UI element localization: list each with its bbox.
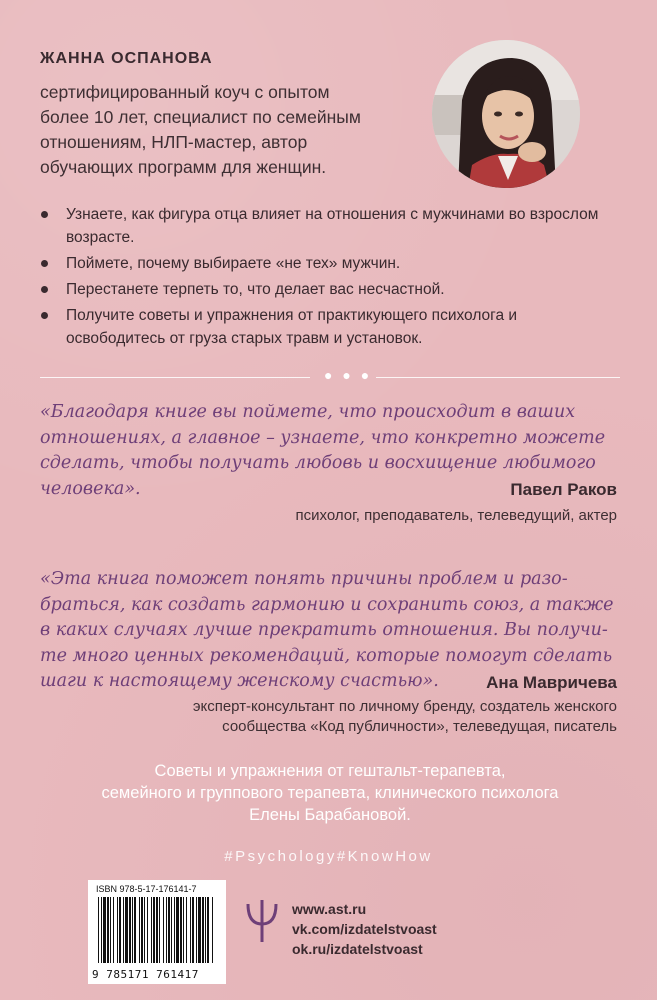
barcode-digits: 9 785171 761417: [92, 968, 199, 981]
divider-dots-icon: ● ● ●: [324, 367, 373, 383]
barcode-bar: [176, 897, 179, 963]
tagline-line: Советы и упражнения от гештальт-терапевта,: [154, 762, 506, 780]
quote-line: «Эта книга поможет понять причины проблем и разо-: [40, 569, 568, 589]
isbn-barcode: [88, 880, 226, 984]
barcode-bar: [198, 897, 201, 963]
barcode-bar: [144, 897, 145, 963]
barcode-bar: [205, 897, 206, 963]
barcode-bar: [196, 897, 197, 963]
barcode-bar: [117, 897, 118, 963]
bullet-icon: [41, 211, 48, 218]
author-portrait: [432, 40, 580, 188]
portrait-image: [432, 40, 580, 188]
isbn-label: ISBN 978-5-17-176141-7: [96, 884, 197, 894]
bio-line: обучающих программ для женщин.: [40, 157, 327, 177]
barcode-bars: [96, 897, 218, 965]
barcode-bar: [139, 897, 140, 963]
barcode-bar: [125, 897, 128, 963]
barcode-bar: [202, 897, 204, 963]
barcode-bar: [168, 897, 170, 963]
list-item-text: Поймете, почему выбираете «не тех» мужчин.: [66, 255, 401, 272]
bio-line: сертифицированный коуч с опытом: [40, 82, 330, 102]
quote-line: те много ценных рекомендаций, которые помогут сделать: [40, 645, 613, 666]
list-item-text: Узнаете, как фигура отца влияет на отношения с мужчинами во взрослом возрасте.: [66, 206, 599, 246]
barcode-bar: [107, 897, 109, 963]
barcode-bar: [153, 897, 155, 963]
barcode-bar: [207, 897, 209, 963]
quote-line: «Благодаря книге вы поймете, что происходит в ваших: [40, 402, 576, 422]
barcode-bar: [163, 897, 164, 963]
tagline-line: Елены Барабановой.: [249, 806, 411, 824]
list-item-text: Перестанете терпеть то, что делает вас несчастной.: [66, 281, 445, 298]
bullet-icon: [41, 312, 48, 319]
bio-line: более 10 лет, специалист по семейным: [40, 107, 361, 127]
barcode-bar: [141, 897, 143, 963]
divider-line: [40, 377, 310, 378]
barcode-bar: [166, 897, 167, 963]
barcode-bar: [103, 897, 106, 963]
psi-icon: [244, 898, 280, 944]
list-item: [38, 304, 618, 350]
barcode-bar: [101, 897, 102, 963]
quote-author-role: психолог, преподаватель, телеведущий, актер: [295, 507, 617, 524]
tagline: [40, 760, 620, 826]
barcode-bar: [110, 897, 111, 963]
barcode-bar: [123, 897, 124, 963]
quote-line: человека».: [40, 478, 141, 499]
bio-line: отношениям, НЛП-мастер, автор: [40, 132, 308, 152]
list-item: [38, 203, 618, 249]
barcode-bar: [171, 897, 172, 963]
barcode-bar: [119, 897, 121, 963]
barcode-bar: [151, 897, 152, 963]
hashtag: #Psychology#KnowHow: [224, 848, 433, 865]
author-bio: [40, 80, 410, 180]
quote-line: шаги к настоящему женскому счастью».: [40, 671, 439, 691]
quote-author: Павел Раков: [510, 480, 617, 499]
benefit-list: [38, 203, 618, 353]
barcode-bar: [212, 897, 213, 963]
bullet-icon: [41, 260, 48, 267]
website-link[interactable]: www.ast.ru: [292, 901, 367, 917]
barcode-bar: [174, 897, 175, 963]
tagline-line: семейного и группового терапевта, клинического психолога: [101, 784, 559, 802]
barcode-bar: [180, 897, 182, 963]
barcode-bar: [98, 897, 99, 963]
quote-line: отношениях, а главное – узнаете, что конкретно можете: [40, 427, 606, 448]
list-item-text: Получите советы и упражнения от практикующего психолога и освободитесь от груза старых травм и установок.: [66, 307, 518, 347]
barcode-bar: [192, 897, 194, 963]
divider-line: [376, 377, 620, 378]
vk-link[interactable]: vk.com/izdatelstvoast: [292, 921, 437, 937]
barcode-bar: [186, 897, 187, 963]
barcode-bar: [132, 897, 133, 963]
barcode-bar: [147, 897, 148, 963]
quote-line: в каких случаях лучше прекратить отношения. Вы получи-: [40, 620, 608, 640]
bullet-icon: [41, 286, 48, 293]
list-item: [38, 278, 618, 301]
quote-line: браться, как создать гармонию и сохранить союз, а также: [40, 594, 614, 615]
role-line: эксперт-консультант по личному бренду, создатель женского: [192, 698, 617, 715]
publisher-links: [292, 899, 437, 959]
barcode-bar: [156, 897, 158, 963]
author-name: ЖАННА ОСПАНОВА: [40, 50, 213, 67]
quote-author: Ана Мавричева: [486, 673, 617, 692]
barcode-bar: [129, 897, 131, 963]
barcode-bar: [134, 897, 136, 963]
barcode-bar: [159, 897, 160, 963]
section-divider: [40, 367, 620, 383]
quote-author-role: [137, 697, 617, 737]
quote-line: сделать, чтобы получать любовь и восхищение любимого: [40, 453, 596, 473]
barcode-bar: [190, 897, 191, 963]
ok-link[interactable]: ok.ru/izdatelstvoast: [292, 941, 423, 957]
barcode-bar: [183, 897, 184, 963]
role-line: сообщества «Код публичности», телеведущая, писатель: [222, 718, 617, 735]
list-item: [38, 252, 618, 275]
barcode-bar: [113, 897, 114, 963]
